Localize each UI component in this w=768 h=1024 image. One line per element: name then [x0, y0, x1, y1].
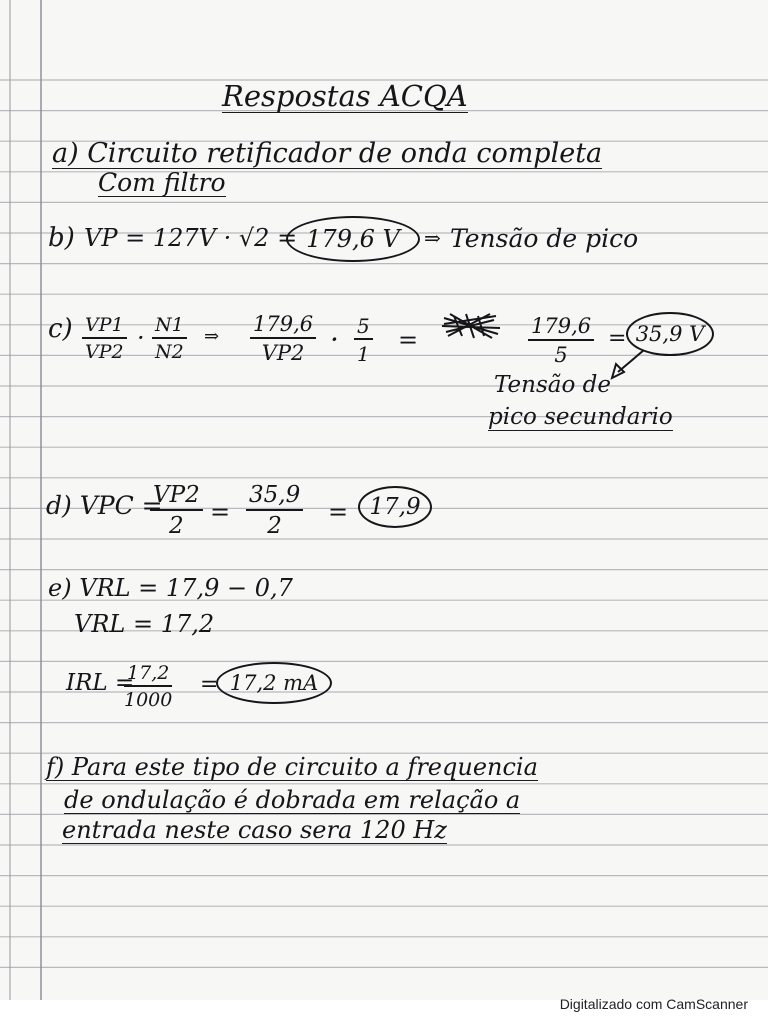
- fraction-denominator: VP2: [261, 341, 305, 365]
- scanner-watermark: Digitalizado com CamScanner: [559, 996, 748, 1012]
- multiply-dot: ·: [330, 323, 339, 356]
- fraction-numerator: VP2: [150, 484, 203, 511]
- crossed-out-scribble: [440, 312, 502, 340]
- answer-b-expression: VP = 127V · √2 =: [84, 224, 298, 252]
- fraction-denominator: 1: [357, 342, 370, 366]
- answer-e-result: 17,2 mA: [216, 662, 332, 704]
- answer-c-label: c): [48, 314, 73, 344]
- fraction-numerator: N1: [152, 316, 187, 339]
- answer-c-note-line2: pico secundario: [488, 404, 673, 430]
- equals-sign: =: [328, 498, 349, 526]
- fraction-numerator: 179,6: [528, 316, 594, 341]
- fraction-denominator: 2: [169, 513, 184, 539]
- fraction-35-2: [246, 484, 303, 538]
- fraction-denominator: N2: [155, 341, 184, 363]
- fraction-n1-n2: [152, 316, 187, 362]
- multiply-dot: ·: [137, 324, 145, 352]
- answer-b-label: b): [48, 223, 75, 253]
- fraction-numerator: 5: [354, 316, 373, 340]
- fraction-5-1: [354, 316, 373, 364]
- answer-d-result: 17,9: [358, 486, 432, 528]
- answer-e-irl-label: IRL =: [66, 670, 135, 696]
- answer-a-line2: Com filtro: [98, 168, 226, 197]
- answer-d-label: d) VPC =: [46, 491, 163, 520]
- arrow-icon: ⇒: [424, 226, 441, 250]
- fraction-denominator: VP2: [85, 341, 124, 363]
- answer-f-line3: entrada neste caso sera 120 Hz: [62, 816, 447, 844]
- equals-sign: =: [200, 672, 219, 697]
- equals-sign: =: [608, 326, 627, 351]
- arrow-icon: ⇒: [204, 326, 220, 347]
- answer-c-result: 35,9 V: [626, 312, 714, 356]
- fraction-17-1000: [124, 664, 172, 710]
- fraction-179-5: [528, 316, 594, 366]
- answer-c-note-line1: Tensão de: [494, 372, 611, 398]
- fraction-denominator: 1000: [124, 689, 173, 711]
- answer-b-result: 179,6 V: [286, 216, 420, 262]
- fraction-denominator: 5: [554, 343, 568, 367]
- answer-a-line1: a) Circuito retificador de onda completa: [52, 138, 603, 169]
- equals-sign: =: [398, 326, 419, 354]
- fraction-numerator: 179,6: [250, 314, 316, 339]
- fraction-numerator: VP1: [82, 316, 127, 339]
- annotation-arrow-icon: [608, 348, 648, 382]
- fraction-vp2-2: [150, 484, 203, 538]
- answer-b-note: Tensão de pico: [450, 224, 639, 253]
- fraction-numerator: 35,9: [246, 484, 303, 511]
- answer-e-line2: VRL = 17,2: [74, 610, 215, 638]
- answer-f-line1: f) Para este tipo de circuito a frequencia: [46, 753, 538, 781]
- fraction-numerator: 17,2: [124, 664, 172, 687]
- answer-f-line2: de ondulação é dobrada em relação a: [64, 786, 521, 814]
- fraction-denominator: 2: [267, 513, 282, 539]
- fraction-179-vp2: [250, 314, 316, 364]
- page-title: Respostas ACQA: [222, 79, 468, 113]
- answer-e-line1: e) VRL = 17,9 − 0,7: [48, 574, 293, 602]
- fraction-vp1-vp2: [82, 316, 127, 362]
- equals-sign: =: [210, 498, 231, 526]
